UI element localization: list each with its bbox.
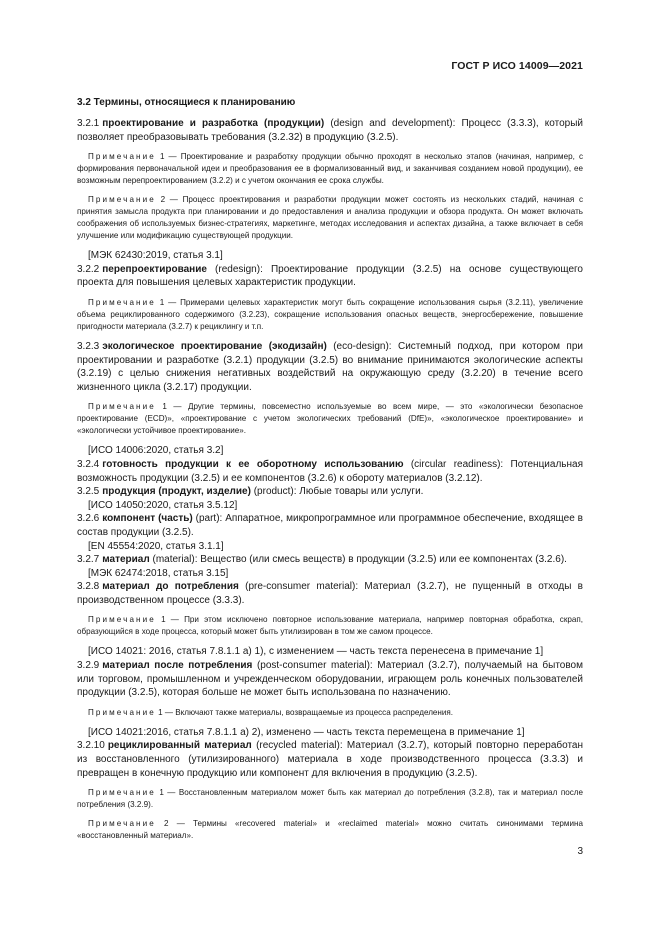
note-paragraph bbox=[77, 151, 583, 187]
note-label: Примечание bbox=[88, 152, 156, 162]
term-name: материал до потребления bbox=[102, 581, 239, 593]
term-definition-text: (recycled material): Материал (3.2.7), который повторно переработан из восстановленного (утилизированного) материала в ходе производственного процесса (3.3.3) и превращен в конечную продукцию или компонент для включения в продукцию (3.2.5). bbox=[77, 740, 584, 779]
note-paragraph bbox=[77, 401, 583, 437]
note-text: 1 — Примерами целевых характеристик могут быть сокращение использования сырья (3.2.11), увеличение объема рециклированного содержимого (3.2.23), сокращение использования опасных веществ, энергосбережение, повышение пригодности материала (3.2.7) к рециклингу и т.п. bbox=[77, 297, 583, 331]
term-number: 3.2.5 bbox=[77, 486, 100, 498]
term-definition bbox=[77, 485, 583, 499]
term-number: 3.2.8 bbox=[77, 581, 100, 593]
note-text: 1 — Другие термины, повсеместно используемые во всем мире, — это «экологически безопасное проектирование (ECD)», «проектирование с учетом экологических требований (DfE)», «экологическое проектирование» и «экологически устойчивое проектирование». bbox=[77, 402, 583, 436]
note-paragraph bbox=[77, 707, 583, 719]
term-definition bbox=[77, 458, 583, 485]
source-reference: [МЭК 62474:2018, статья 3.15] bbox=[88, 567, 229, 579]
source-reference: [ИСО 14021:2016, статья 7.8.1.1 a) 2), изменено — часть текста перемещена в примечание 1] bbox=[88, 726, 525, 738]
note-paragraph bbox=[77, 297, 583, 333]
term-name: проектирование и разработка (продукции) bbox=[102, 118, 325, 129]
note-label: Примечание bbox=[88, 819, 156, 829]
note-label: Примечание bbox=[88, 615, 156, 625]
term-number: 3.2.1 bbox=[77, 118, 100, 129]
term-definition-text: (design and development): Процесс (3.3.3), который позволяет преобразовывать требования (3.2.32) в продукцию (3.2.5). bbox=[77, 118, 583, 143]
term-definition bbox=[77, 263, 583, 290]
term-name: материал bbox=[102, 554, 150, 566]
source-reference: [МЭК 62430:2019, статья 3.1] bbox=[88, 250, 223, 262]
note-text: 1 — При этом исключено повторное использование материала, например повторная обработка, скрап, образующийся в ходе процесса, который может быть утилизирован в том же самом процессе. bbox=[77, 615, 583, 637]
term-number: 3.2.3 bbox=[77, 340, 100, 352]
term-list bbox=[77, 117, 583, 842]
note-text: 1 — Проектирование и разработку продукции обычно проходят в несколько этапов (начиная, например, с формирования первоначальной идеи и преобразования ее в формализованный вид, и заканчивая созданием новой продукции), ее возможным перепроектированием (3.2.2) и с учетом окончания ее срока службы. bbox=[77, 152, 583, 186]
term-name: экологическое проектирование (экодизайн) bbox=[102, 340, 327, 352]
document-body bbox=[77, 96, 583, 842]
term-definition bbox=[77, 553, 583, 567]
term-definition-text: (part): Аппаратное, микропрограммное или программное обеспечение, входящее в состав продукции (3.2.5). bbox=[77, 513, 583, 538]
term-definition-text: (product): Любые товары или услуги. bbox=[250, 486, 424, 498]
note-paragraph bbox=[77, 818, 583, 842]
source-reference: [ИСО 14050:2020, статья 3.5.12] bbox=[88, 499, 238, 511]
term-number: 3.2.9 bbox=[77, 660, 100, 672]
source-reference: [ИСО 14021: 2016, статья 7.8.1.1 a) 1), с изменением — часть текста перенесена в примечание 1] bbox=[88, 646, 544, 658]
term-number: 3.2.6 bbox=[77, 513, 100, 525]
note-label: Примечание bbox=[88, 402, 156, 412]
term-definition bbox=[77, 659, 583, 700]
term-definition bbox=[77, 117, 583, 144]
page-number: 3 bbox=[577, 846, 583, 857]
term-name: компонент (часть) bbox=[102, 513, 193, 525]
note-text: 2 — Термины «recovered material» и «reclaimed material» можно считать синонимами термина «восстановленный материал». bbox=[77, 819, 583, 841]
section-title: 3.2 Термины, относящиеся к планированию bbox=[77, 97, 296, 108]
term-definition-text: (pre-consumer material): Материал (3.2.7), не пущенный в отходы в производственном процессе (3.3.3). bbox=[77, 581, 583, 606]
term-definition-text: (material): Вещество (или смесь веществ) в продукции (3.2.5) или ее компонентах (3.2.6). bbox=[149, 554, 567, 566]
term-definition-text: (post-consumer material): Материал (3.2.7), получаемый на бытовом или торговом, промышленном и учрежденческом оборудовании, играющем роль конечных пользователей продукции (3.2.5), которая больше не может быть использована по назначению. bbox=[77, 660, 583, 699]
note-paragraph bbox=[77, 194, 583, 242]
term-number: 3.2.2 bbox=[77, 263, 100, 275]
source-reference: [EN 45554:2020, статья 3.1.1] bbox=[88, 540, 224, 552]
term-number: 3.2.10 bbox=[77, 740, 105, 752]
note-paragraph bbox=[77, 614, 583, 638]
note-paragraph bbox=[77, 787, 583, 811]
term-definition bbox=[77, 512, 583, 539]
note-text: 2 — Процесс проектирования и разработки продукции может состоять из нескольких стадий, начиная с принятия замысла продукта при планировании и до предоставления и анализа продукции и обзора продукта. Он может включать соображения об используемых бизнес-стратегиях, маркетинге, методах исследования и аспектах дизайна, а также включает в себя улучшение или модификацию существующей продукции. bbox=[77, 195, 583, 241]
source-reference: [ИСО 14006:2020, статья 3.2] bbox=[88, 445, 224, 457]
term-name: перепроектирование bbox=[102, 263, 207, 275]
term-definition-text: (redesign): Проектирование продукции (3.2.5) на основе существующего проекта для повышения целевых характеристик продукции. bbox=[77, 263, 583, 289]
term-name: материал после потребления bbox=[102, 660, 253, 672]
term-definition bbox=[77, 739, 583, 780]
note-label: Примечание bbox=[88, 195, 156, 205]
note-text: 1 — Включают также материалы, возвращаемые из процесса распределения. bbox=[155, 707, 454, 717]
note-label: Примечание bbox=[88, 297, 156, 307]
note-label: Примечание bbox=[88, 707, 156, 717]
term-name: готовность продукции к ее оборотному использованию bbox=[102, 458, 404, 470]
term-definition bbox=[77, 580, 583, 607]
term-definition-text: (eco-design): Системный подход, при котором при проектировании и разработке (3.2.1) продукции (3.2.5) во внимание принимаются экологические аспекты (3.2.19) с целью снижения негативных воздействий на окружающую среду (3.2.20) в течение всего жизненного цикла (3.2.17) продукции. bbox=[77, 340, 583, 393]
term-definition-text: (circular readiness): Потенциальная возможность продукции (3.2.5) и ее компонентов (3.2.6) к обороту материалов (3.2.12). bbox=[77, 458, 583, 484]
note-text: 1 — Восстановленным материалом может быть как материал до потребления (3.2.8), так и материал после потребления (3.2.9). bbox=[77, 788, 583, 810]
term-definition bbox=[77, 340, 583, 394]
term-name: рециклированный материал bbox=[107, 740, 252, 752]
document-header-id: ГОСТ Р ИСО 14009—2021 bbox=[451, 60, 583, 72]
term-number: 3.2.7 bbox=[77, 554, 100, 566]
note-label: Примечание bbox=[88, 788, 156, 798]
term-number: 3.2.4 bbox=[77, 458, 100, 470]
term-name: продукция (продукт, изделие) bbox=[102, 486, 251, 498]
